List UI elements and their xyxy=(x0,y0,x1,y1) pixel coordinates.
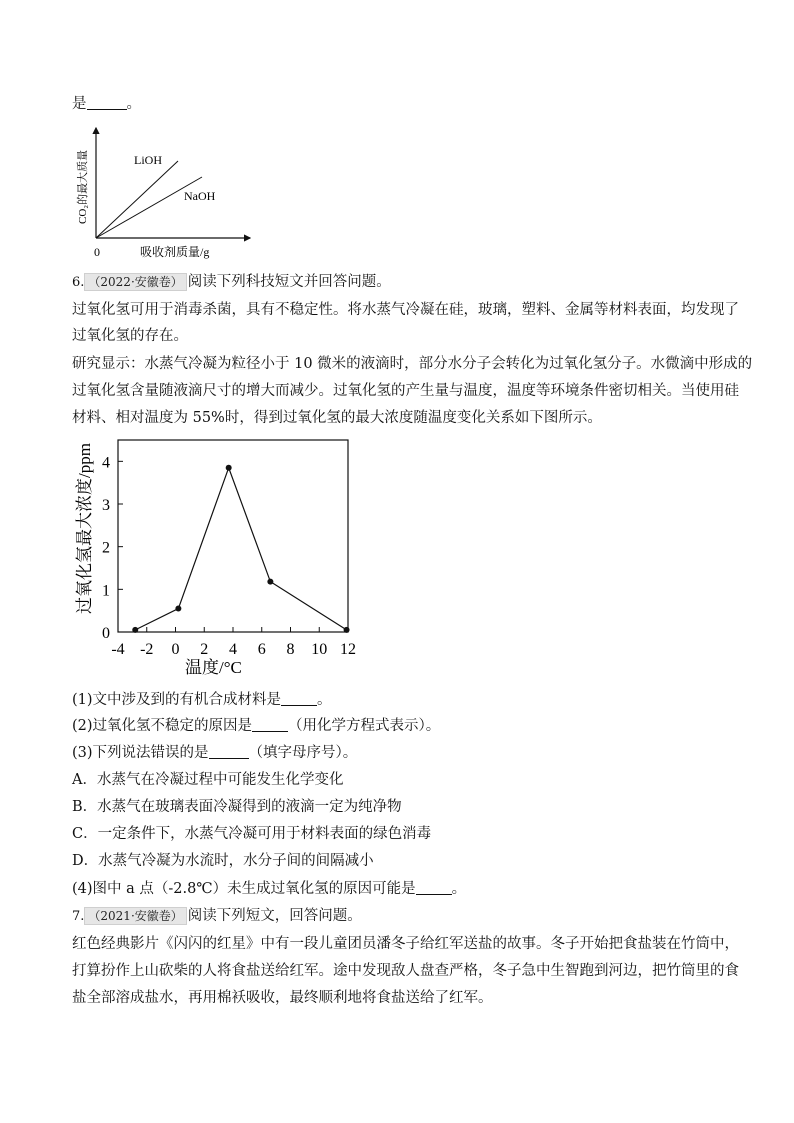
x-tick-label: 4 xyxy=(229,641,237,658)
x-tick-label: 12 xyxy=(340,641,356,658)
q6-q3-text: (3)下列说法错误的是 xyxy=(72,745,209,761)
origin-label: 0 xyxy=(94,245,100,259)
x-axis-label: 吸收剂质量/g xyxy=(140,245,210,259)
top-answer-line xyxy=(72,94,141,114)
q6-q2-text: (2)过氧化氢不稳定的原因是 xyxy=(72,718,253,734)
x-tick-label: 6 xyxy=(257,641,266,658)
q6-q3-end: （填字母序号）。 xyxy=(248,745,358,761)
q7-intro: 阅读下列短文，回答问题。 xyxy=(187,908,362,924)
x-tick-label: 2 xyxy=(200,641,209,658)
x-tick-label: -2 xyxy=(140,641,154,658)
q6-source-tag: （2022·安徽卷） xyxy=(84,273,186,291)
q6-subquestion-4 xyxy=(72,879,466,899)
y-tick-label: 3 xyxy=(102,497,110,514)
x-tick-label: 8 xyxy=(286,641,295,658)
q7-source-tag: （2021·安徽卷） xyxy=(84,907,186,925)
co2-absorption-chart xyxy=(72,124,272,264)
q6-paragraph-2-line-1: 研究显示：水蒸气冷凝为粒径小于 10 微米的液滴时，部分水分子会转化为过氧化氢分子。水微滴中形成的 xyxy=(72,356,753,372)
q7-header xyxy=(72,906,362,927)
chart-x-axis-title: 温度/°C xyxy=(185,658,242,677)
data-point xyxy=(344,627,350,633)
q6-q4-text: (4)图中 a 点（-2.8℃）未生成过氧化氢的原因可能是 xyxy=(72,881,416,897)
q6-option-b: B．水蒸气在玻璃表面冷凝得到的液滴一定为纯净物 xyxy=(72,799,402,815)
q7-number: 7. xyxy=(72,909,85,924)
plot-frame xyxy=(118,440,348,632)
answer-blank[interactable] xyxy=(252,717,288,732)
naoh-label: NaOH xyxy=(184,189,216,203)
q6-number: 6. xyxy=(72,275,85,290)
answer-blank[interactable] xyxy=(209,744,249,759)
answer-blank[interactable] xyxy=(416,880,452,895)
top-suffix: 。 xyxy=(126,96,141,112)
q6-paragraph-2-line-3: 材料、相对温度为 55%时，得到过氧化氢的最大浓度随温度变化关系如下图所示。 xyxy=(72,410,602,426)
y-tick-label: 1 xyxy=(102,582,110,600)
q6-q1-end: 。 xyxy=(317,692,332,708)
q6-paragraph-2-line-2: 过氧化氢含量随液滴尺寸的增大而减少。过氧化氢的产生量与温度，温度等环境条件密切相关。当使用硅 xyxy=(72,383,739,399)
answer-blank[interactable] xyxy=(87,95,127,110)
q6-q4-end: 。 xyxy=(451,881,467,897)
lioh-line xyxy=(96,161,178,238)
lioh-label: LiOH xyxy=(134,153,162,167)
data-point xyxy=(132,627,138,633)
q6-header xyxy=(72,272,391,293)
y-tick-label: 4 xyxy=(102,454,110,472)
x-tick-label: 10 xyxy=(311,641,328,658)
q7-paragraph-line-1: 红色经典影片《闪闪的红星》中有一段儿童团员潘冬子给红军送盐的故事。冬子开始把食盐装在竹筒中， xyxy=(72,936,739,952)
q6-q2-end: （用化学方程式表示）。 xyxy=(288,718,441,734)
x-tick-label: 0 xyxy=(171,641,180,658)
y-axis-label: CO₂的最大质量 xyxy=(77,149,89,224)
y-tick-label: 0 xyxy=(102,625,110,642)
naoh-line xyxy=(96,177,202,238)
series-line xyxy=(135,468,346,630)
h2o2-concentration-chart xyxy=(70,436,370,680)
q6-q1-text: (1)文中涉及到的有机合成材料是 xyxy=(72,692,282,708)
q7-paragraph-line-2: 打算扮作上山砍柴的人将食盐送给红军。途中发现敌人盘查严格，冬子急中生智跑到河边，把竹筒里的食 xyxy=(72,963,739,979)
top-prefix: 是 xyxy=(72,96,87,112)
q6-paragraph-1-line-2: 过氧化氢的存在。 xyxy=(72,328,188,344)
q6-option-c: C．一定条件下，水蒸气冷凝可用于材料表面的绿色消毒 xyxy=(72,826,432,842)
q6-subquestion-2 xyxy=(72,716,440,736)
data-point xyxy=(267,579,273,585)
q6-intro: 阅读下列科技短文并回答问题。 xyxy=(187,274,391,290)
q7-paragraph-line-3: 盐全部溶成盐水，再用棉袄吸收，最终顺利地将食盐送给了红军。 xyxy=(72,990,493,1006)
data-point xyxy=(175,606,181,612)
x-tick-label: -4 xyxy=(111,641,125,658)
q6-option-a: A．水蒸气在冷凝过程中可能发生化学变化 xyxy=(72,772,344,788)
q6-option-d: D．水蒸气冷凝为水流时，水分子间的间隔减小 xyxy=(72,853,374,869)
q6-subquestion-1 xyxy=(72,690,332,710)
data-point xyxy=(226,465,232,471)
answer-blank[interactable] xyxy=(281,691,317,706)
q6-subquestion-3 xyxy=(72,743,357,763)
q6-paragraph-1-line-1: 过氧化氢可用于消毒杀菌，具有不稳定性。将水蒸气冷凝在硅，玻璃，塑料、金属等材料表面，均发现了 xyxy=(72,302,739,318)
y-tick-label: 2 xyxy=(102,539,110,557)
chart-y-axis-title: 过氧化氢最大浓度/ppm xyxy=(75,443,94,614)
